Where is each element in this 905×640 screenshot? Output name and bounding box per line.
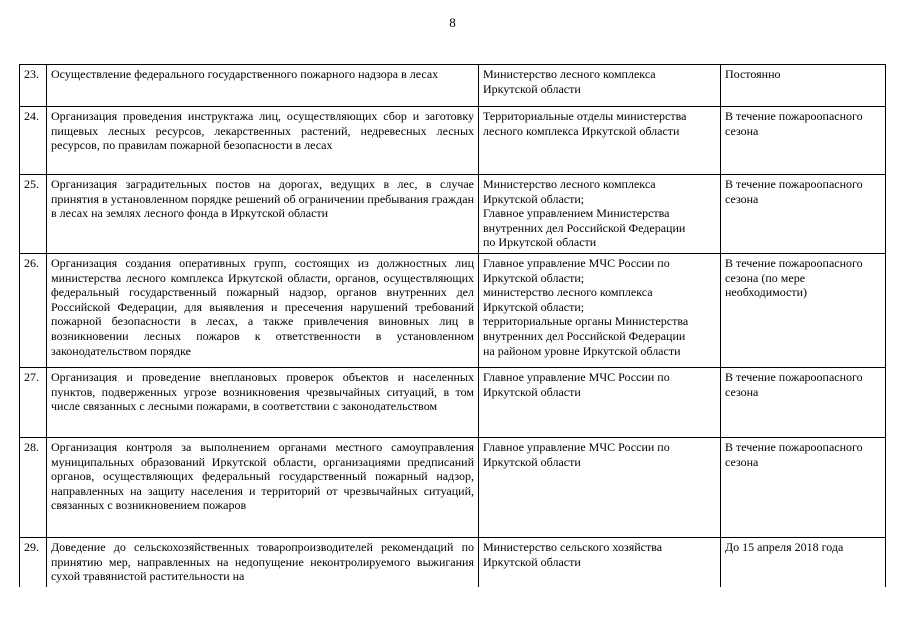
term-text: В течение пожароопасного сезона [725,109,863,138]
responsible-text: Главное управление МЧС России по Иркутской области [483,439,670,469]
table-row [20,367,886,437]
action-cell: Осуществление федерального государственного пожарного надзора в лесах [47,65,479,107]
term-text: В течение пожароопасного сезона [725,177,863,206]
action-cell: Организация создания оперативных групп, состоящих из должностных лиц министерства лесного комплекса Иркутской области, органов, осуществляющих федеральный государственный пожарный надзор, органов внутренних дел Российской Федерации, для выявления и пресечения нарушений требований пожарной безопасности в лесах, а также привлечения виновных лиц в возникновении лесных пожаров к ответственности в установленном законодательством порядке [47,253,479,367]
action-cell: Организация проведения инструктажа лиц, осуществляющих сбор и заготовку пищевых лесных ресурсов, лекарственных растений, недревесных лесных ресурсов, по правилам пожарной безопасности в лесах [47,107,479,175]
table-row [20,107,886,175]
responsible-cell [479,65,721,107]
row-number: 23. [20,65,47,107]
term-cell [721,367,886,437]
term-text: В течение пожароопасного сезона [725,439,863,469]
term-text: В течение пожароопасного сезона [725,369,863,399]
responsible-text: Главное управление МЧС России по Иркутской области [483,369,670,399]
responsible-text: Главное управление МЧС России по Иркутской области; министерство лесного комплекса Иркутской области; территориальные органы Министерства внутренних дел Российской Федерации на районом уровне Иркутской области [483,255,689,358]
action-cell: Организация заградительных постов на дорогах, ведущих в лес, в случае принятия в установленном порядке решений об ограничении пребывания граждан в лесах на землях лесного фонда в Иркутской области [47,175,479,254]
term-text: Постоянно [725,67,781,81]
responsible-text: Министерство сельского хозяйства Иркутской области [483,539,663,569]
term-cell [721,253,886,367]
responsible-text: Министерство лесного комплекса Иркутской области; Главное управлением Министерства внутренних дел Российской Федерации по Иркутской области [483,177,686,250]
table-row [20,175,886,254]
row-number: 24. [20,107,47,175]
action-cell: Организация и проведение внеплановых проверок объектов и населенных пунктов, подверженных угрозе возникновения чрезвычайных ситуаций, в том числе связанных с лесными пожарами, в соответствии с законодательством [47,367,479,437]
responsible-cell [479,253,721,367]
row-number: 29. [20,537,47,586]
responsible-text: Территориальные отделы министерства лесного комплекса Иркутской области [483,109,687,138]
action-cell: Доведение до сельскохозяйственных товаропроизводителей рекомендаций по принятию мер, направленных на недопущение неконтролируемого выжигания сухой травянистой растительности на [47,537,479,586]
term-text: В течение пожароопасного сезона (по мере необходимости) [725,255,863,300]
term-cell [721,437,886,537]
term-text: До 15 апреля 2018 года [725,539,844,554]
responsible-cell [479,367,721,437]
row-number: 26. [20,253,47,367]
responsible-cell [479,107,721,175]
table-row [20,437,886,537]
responsible-text: Министерство лесного комплекса Иркутской области [483,67,656,96]
page-number: 8 [449,15,456,30]
term-cell [721,65,886,107]
responsible-cell [479,437,721,537]
term-cell [721,107,886,175]
action-cell: Организация контроля за выполнением органами местного самоуправления муниципальных образований Иркутской области, организациями предписаний органов, осуществляющих федеральный государственный пожарный надзор, направленных на защиту населения и территорий от чрезвычайных ситуаций, связанных с возникновением пожаров [47,437,479,537]
table-row [20,253,886,367]
table-row [20,537,886,586]
row-number: 25. [20,175,47,254]
responsible-cell [479,175,721,254]
row-number: 28. [20,437,47,537]
term-cell [721,537,886,586]
term-cell [721,175,886,254]
measures-table [19,64,886,587]
responsible-cell [479,537,721,586]
table-row [20,65,886,107]
row-number: 27. [20,367,47,437]
